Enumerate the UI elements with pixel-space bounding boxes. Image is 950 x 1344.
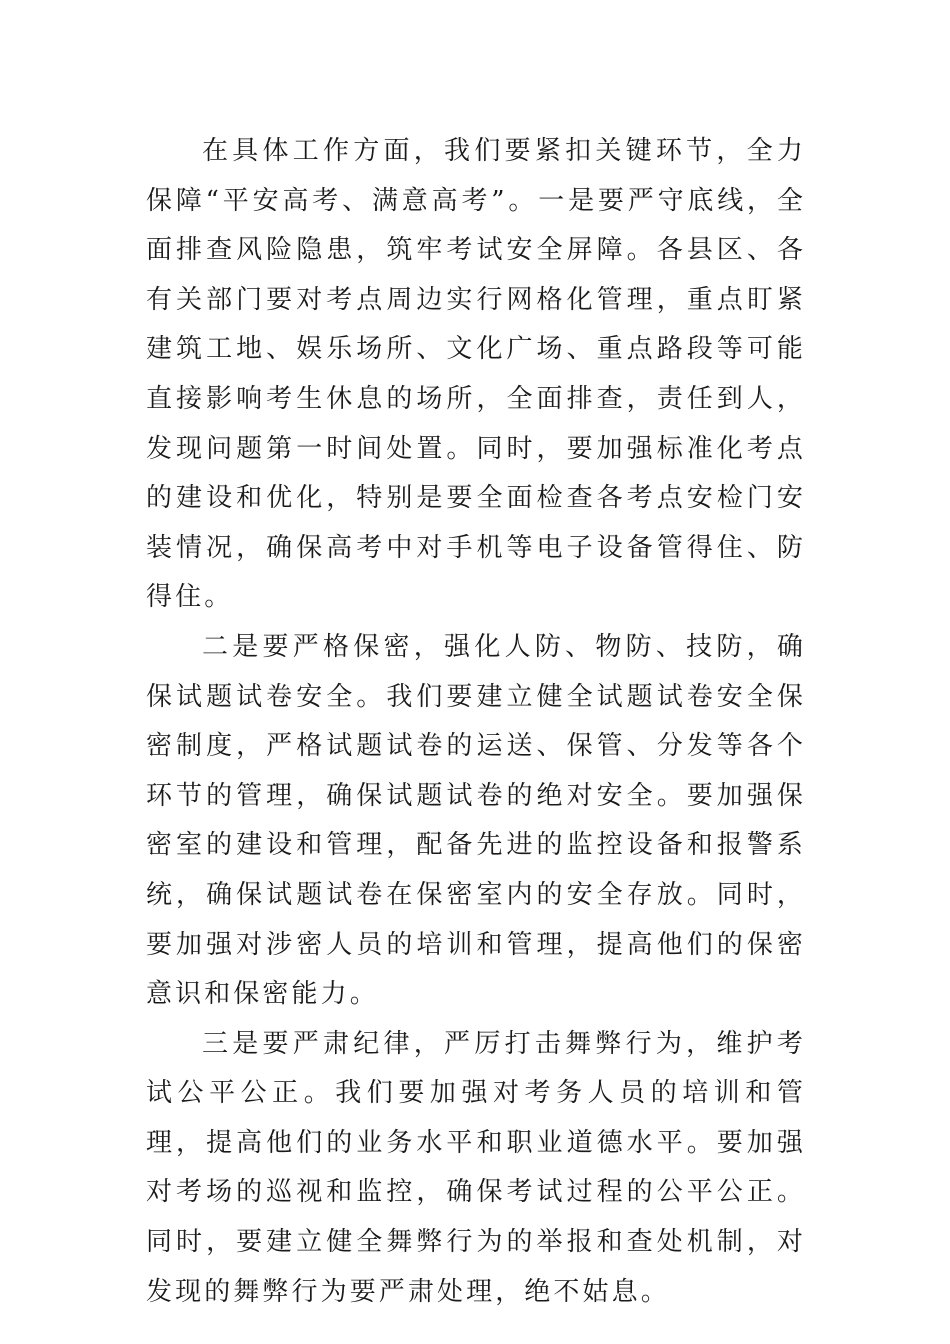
paragraph-2: 二是要严格保密，强化人防、物防、技防，确保试题试卷安全。我们要建立健全试题试卷安全保密制度，严格试题试卷的运送、保管、分发等各个环节的管理，确保试题试卷的绝对安全。要加强保密室的建设和管理，配备先进的监控设备和报警系统，确保试题试卷在保密室内的安全存放。同时，要加强对涉密人员的培训和管理，提高他们的保密意识和保密能力。: [146, 631, 806, 1010]
paragraph-1: 在具体工作方面，我们要紧扣关键环节，全力保障“平安高考、满意高考”。一是要严守底线，全面排查风险隐患，筑牢考试安全屏障。各县区、各有关部门要对考点周边实行网格化管理，重点盯紧建筑工地、娱乐场所、文化广场、重点路段等可能直接影响考生休息的场所，全面排查，责任到人，发现问题第一时间处置。同时，要加强标准化考点的建设和优化，特别是要全面检查各考点安检门安装情况，确保高考中对手机等电子设备管得住、防得住。: [146, 136, 806, 613]
paragraph-3: 三是要严肃纪律，严厉打击舞弊行为，维护考试公平公正。我们要加强对考务人员的培训和管理，提高他们的业务水平和职业道德水平。要加强对考场的巡视和监控，确保考试过程的公平公正。同时，要建立健全舞弊行为的举报和查处机制，对发现的舞弊行为要严肃处理，绝不姑息。: [146, 1028, 806, 1307]
document-body: [146, 127, 806, 1317]
